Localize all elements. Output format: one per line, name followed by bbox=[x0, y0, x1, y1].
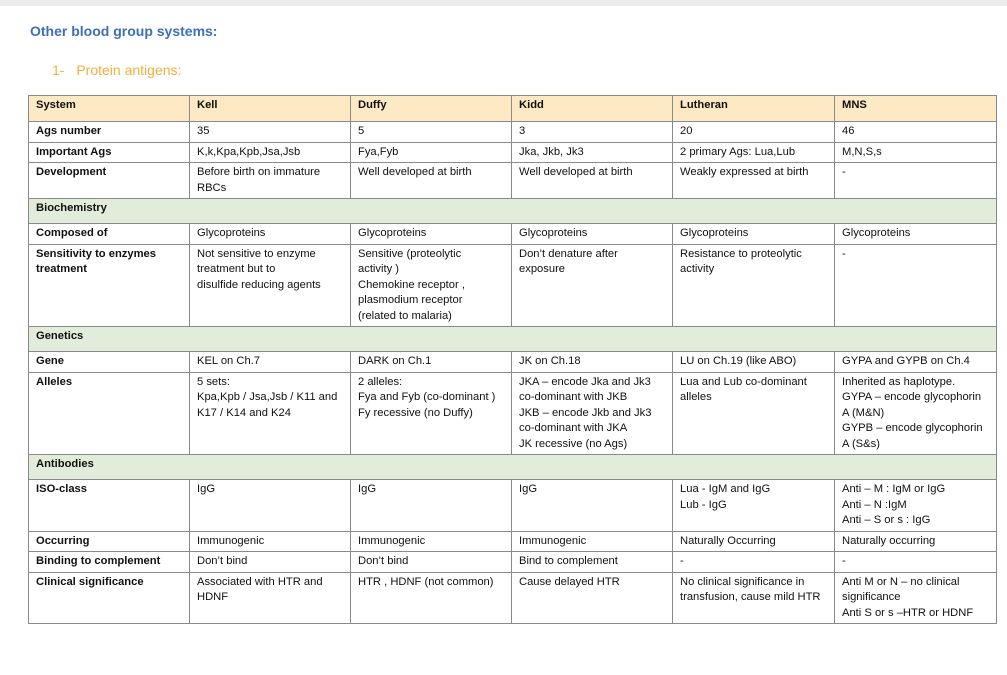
subsection-title: Protein antigens: bbox=[76, 62, 182, 78]
table-cell: Inherited as haplotype. GYPA – encode glycophorin A (M&N) GYPB – encode glycophorin A (S&s) bbox=[835, 372, 997, 455]
table-row bbox=[29, 224, 997, 245]
table-cell: Immunogenic bbox=[512, 531, 673, 552]
section-row bbox=[29, 327, 997, 352]
table-cell: JK on Ch.18 bbox=[512, 352, 673, 373]
table-cell: 5 sets: Kpa,Kpb / Jsa,Jsb / K11 and K17 / K14 and K24 bbox=[190, 372, 351, 455]
table-row bbox=[29, 244, 997, 327]
table-cell: Naturally Occurring bbox=[673, 531, 835, 552]
table-cell: 2 alleles: Fya and Fyb (co-dominant ) Fy recessive (no Duffy) bbox=[351, 372, 512, 455]
table-cell: 46 bbox=[835, 122, 997, 143]
table-cell: Naturally occurring bbox=[835, 531, 997, 552]
table-cell: GYPA and GYPB on Ch.4 bbox=[835, 352, 997, 373]
section-title: Antibodies bbox=[29, 455, 997, 480]
header-cell-mns: MNS bbox=[835, 96, 997, 122]
table-cell: Glycoproteins bbox=[673, 224, 835, 245]
table-cell: Well developed at birth bbox=[351, 163, 512, 199]
table-cell: Sensitive (proteolytic activity ) Chemokine receptor , plasmodium receptor (related to malaria) bbox=[351, 244, 512, 327]
table-cell: HTR , HDNF (not common) bbox=[351, 572, 512, 624]
table-cell: Not sensitive to enzyme treatment but to disulfide reducing agents bbox=[190, 244, 351, 327]
table-cell: - bbox=[835, 163, 997, 199]
section-row bbox=[29, 199, 997, 224]
table-cell: IgG bbox=[351, 480, 512, 532]
row-label: Development bbox=[29, 163, 190, 199]
row-label: ISO-class bbox=[29, 480, 190, 532]
header-cell-lutheran: Lutheran bbox=[673, 96, 835, 122]
table-cell: Lua - IgM and IgG Lub - IgG bbox=[673, 480, 835, 532]
table-cell: Fya,Fyb bbox=[351, 142, 512, 163]
table-cell: Anti – M : IgM or IgG Anti – N :IgM Anti – S or s : IgG bbox=[835, 480, 997, 532]
table-cell: Glycoproteins bbox=[190, 224, 351, 245]
table-cell: Associated with HTR and HDNF bbox=[190, 572, 351, 624]
table-cell: Resistance to proteolytic activity bbox=[673, 244, 835, 327]
table-cell: KEL on Ch.7 bbox=[190, 352, 351, 373]
table-row bbox=[29, 163, 997, 199]
table-row bbox=[29, 142, 997, 163]
top-strip bbox=[0, 0, 1007, 6]
table-cell: Jka, Jkb, Jk3 bbox=[512, 142, 673, 163]
table-cell: Glycoproteins bbox=[512, 224, 673, 245]
table-cell: Well developed at birth bbox=[512, 163, 673, 199]
row-label: Alleles bbox=[29, 372, 190, 455]
subsection-number: 1- bbox=[52, 62, 65, 78]
table-cell: Immunogenic bbox=[351, 531, 512, 552]
table-cell: K,k,Kpa,Kpb,Jsa,Jsb bbox=[190, 142, 351, 163]
header-cell-duffy: Duffy bbox=[351, 96, 512, 122]
table-cell: IgG bbox=[512, 480, 673, 532]
table-cell: - bbox=[835, 244, 997, 327]
table-row bbox=[29, 480, 997, 532]
row-label: Clinical significance bbox=[29, 572, 190, 624]
table-body bbox=[29, 96, 997, 624]
table-cell: Lua and Lub co-dominant alleles bbox=[673, 372, 835, 455]
table-cell: Immunogenic bbox=[190, 531, 351, 552]
table-row bbox=[29, 552, 997, 573]
section-title: Biochemistry bbox=[29, 199, 997, 224]
table-cell: M,N,S,s bbox=[835, 142, 997, 163]
table-cell: 35 bbox=[190, 122, 351, 143]
table-cell: - bbox=[673, 552, 835, 573]
table-cell: - bbox=[835, 552, 997, 573]
table-row bbox=[29, 122, 997, 143]
table-cell: Glycoproteins bbox=[835, 224, 997, 245]
row-label: Gene bbox=[29, 352, 190, 373]
table-cell: 2 primary Ags: Lua,Lub bbox=[673, 142, 835, 163]
table-cell: Weakly expressed at birth bbox=[673, 163, 835, 199]
table-cell: Cause delayed HTR bbox=[512, 572, 673, 624]
row-label: Composed of bbox=[29, 224, 190, 245]
row-label: Important Ags bbox=[29, 142, 190, 163]
table-cell: 5 bbox=[351, 122, 512, 143]
section-heading: Other blood group systems: bbox=[30, 23, 218, 39]
table-row bbox=[29, 352, 997, 373]
table-cell: Don’t denature after exposure bbox=[512, 244, 673, 327]
table-cell: IgG bbox=[190, 480, 351, 532]
table-cell: 3 bbox=[512, 122, 673, 143]
row-label: Sensitivity to enzymes treatment bbox=[29, 244, 190, 327]
header-cell-kell: Kell bbox=[190, 96, 351, 122]
header-cell-system: System bbox=[29, 96, 190, 122]
table-header-row bbox=[29, 96, 997, 122]
section-row bbox=[29, 455, 997, 480]
table-cell: Don’t bind bbox=[190, 552, 351, 573]
table-cell: JKA – encode Jka and Jk3 co-dominant with JKB JKB – encode Jkb and Jk3 co-dominant with JKA JK recessive (no Ags) bbox=[512, 372, 673, 455]
table-cell: Bind to complement bbox=[512, 552, 673, 573]
table-cell: 20 bbox=[673, 122, 835, 143]
row-label: Binding to complement bbox=[29, 552, 190, 573]
table-cell: DARK on Ch.1 bbox=[351, 352, 512, 373]
table-cell: Glycoproteins bbox=[351, 224, 512, 245]
table-cell: Don’t bind bbox=[351, 552, 512, 573]
table-cell: Before birth on immature RBCs bbox=[190, 163, 351, 199]
table-row bbox=[29, 572, 997, 624]
row-label: Occurring bbox=[29, 531, 190, 552]
row-label: Ags number bbox=[29, 122, 190, 143]
blood-group-table bbox=[28, 95, 997, 624]
header-cell-kidd: Kidd bbox=[512, 96, 673, 122]
table-cell: Anti M or N – no clinical significance Anti S or s –HTR or HDNF bbox=[835, 572, 997, 624]
section-title: Genetics bbox=[29, 327, 997, 352]
subsection-heading bbox=[52, 62, 181, 78]
table-cell: LU on Ch.19 (like ABO) bbox=[673, 352, 835, 373]
table-cell: No clinical significance in transfusion, cause mild HTR bbox=[673, 572, 835, 624]
table-row bbox=[29, 372, 997, 455]
table-row bbox=[29, 531, 997, 552]
